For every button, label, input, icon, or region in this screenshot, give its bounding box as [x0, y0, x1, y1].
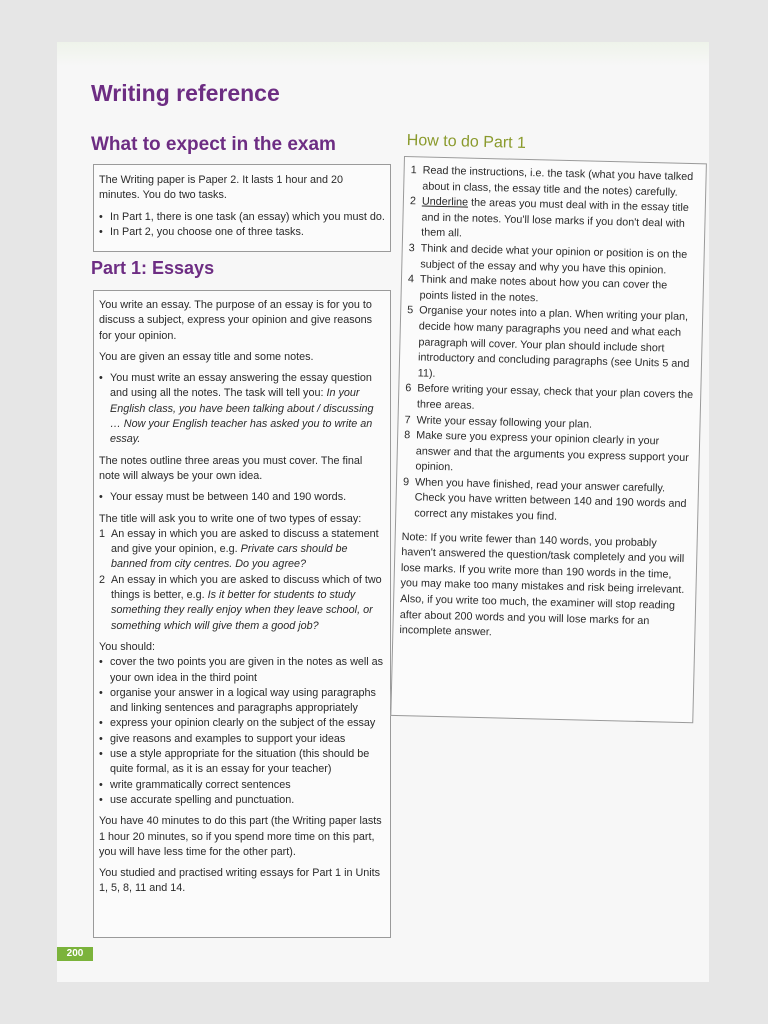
list-item: • use a style appropriate for the situation (this should be quite formal, as it is an essay for your teacher) — [99, 747, 385, 778]
essays-paragraph: You have 40 minutes to do this part (the Writing paper lasts 1 hour 20 minutes, so if you spend more time on this part, you will have less time for the other part). — [99, 815, 382, 858]
list-item — [99, 371, 385, 447]
list-item — [409, 194, 700, 248]
list-item-text: An essay in which you are asked to discuss a statement and give your opinion, e.g. — [111, 527, 379, 556]
list-item: • organise your answer in a logical way using paragraphs and linking sentences and paragraphs appropriately — [99, 686, 385, 717]
essays-list — [99, 490, 385, 505]
example-text: Is it better for students to study something they really enjoy when they leave school, or something which will give them a good job? — [111, 589, 373, 632]
header-band — [57, 42, 709, 66]
list-item — [99, 573, 385, 634]
task-example-text: In your English class, you have been talking about / discussing … Now your English teacher has asked you to write an essay. — [110, 387, 374, 446]
list-item-text: Write your essay following your plan. — [416, 413, 593, 431]
expect-list — [99, 210, 385, 241]
list-item-text: You must write an essay answering the essay question and using all the notes. The task will tell you: — [110, 372, 372, 400]
essays-paragraph: You are given an essay title and some notes. — [99, 350, 314, 363]
essay-types-list — [99, 527, 385, 634]
howto-box — [390, 156, 707, 723]
list-item: • Your essay must be between 140 and 190 words. — [99, 490, 385, 505]
essays-paragraph: You write an essay. The purpose of an essay is for you to discuss a subject, express your opinion and give reasons for your opinion. — [99, 299, 373, 342]
list-item: • In Part 2, you choose one of three tasks. — [99, 225, 385, 240]
list-item-text: An essay in which you are asked to discuss which of two things is better, e.g. — [111, 573, 382, 602]
list-number: 7 — [404, 413, 411, 426]
list-item: • use accurate spelling and punctuation. — [99, 793, 385, 808]
list-number: 9 — [402, 475, 410, 489]
list-item: • express your opinion clearly on the subject of the essay — [99, 716, 385, 731]
book-page — [57, 42, 709, 982]
howto-note: Note: If you write fewer than 140 words, you probably haven't answered the question/task completely and you will lose marks. If you write more than 190 words in the time, you may make too many mistakes and risk being irrelevant. Also, if you write too much, the examiner will stop reading after about 200 words and you will lose marks for an incomplete answer. — [399, 530, 685, 639]
list-number: 2 — [99, 573, 106, 586]
list-item-text: Before writing your essay, check that your plan covers the three areas. — [416, 382, 694, 412]
essays-paragraph: The notes outline three areas you must cover. The final note will always be your own idea. — [99, 454, 363, 482]
page-number: 200 — [57, 947, 93, 961]
list-item — [99, 527, 385, 573]
example-text: Private cars should be banned from city centres. Do you agree? — [111, 543, 348, 571]
list-item-text: Organise your notes into a plan. When writing your plan, decide how many paragraphs you need and what each paragraph will cover. Your plan should include short introductory and concluding paragraphs (see Units 5 and 11). — [417, 304, 690, 380]
list-item-text: When you have finished, read your answer carefully. Check you have written between 140 and 190 words and correct any mistakes you find. — [414, 476, 687, 523]
expect-intro: The Writing paper is Paper 2. It lasts 1 hour and 20 minutes. You do two tasks. — [99, 174, 344, 202]
list-item — [402, 475, 693, 529]
expect-box — [93, 164, 391, 252]
page-title: Writing reference — [91, 80, 280, 106]
expect-heading: What to expect in the exam — [91, 134, 336, 155]
list-item-text: the areas you must deal with in the essay title and in the notes. You'll lose marks if you don't deal with them all. — [420, 196, 690, 240]
should-label: You should: — [99, 640, 156, 653]
list-item-text: Think and make notes about how you can cover the points listed in the notes. — [419, 273, 668, 305]
list-number: 4 — [407, 273, 415, 286]
list-item — [403, 428, 694, 482]
list-item: • write grammatically correct sentences — [99, 778, 385, 793]
list-item-text: Read the instructions, i.e. the task (what you have talked about in class, the essay title and the notes) carefully. — [422, 164, 694, 199]
underlined-word: Underline — [421, 195, 469, 209]
list-number: 1 — [99, 527, 106, 540]
list-number: 3 — [408, 242, 415, 255]
list-item — [405, 303, 697, 388]
list-number: 1 — [410, 164, 417, 177]
list-item-text: Think and decide what your opinion or position is on the subject of the essay and why you have this opinion. — [420, 242, 688, 277]
list-item: • cover the two points you are given in the notes as well as your own idea in the third point — [99, 655, 385, 686]
list-item: • give reasons and examples to support your ideas — [99, 732, 385, 747]
list-number: 5 — [407, 304, 414, 317]
howto-steps — [402, 163, 701, 529]
should-list — [99, 655, 385, 808]
list-number: 6 — [405, 382, 412, 395]
list-number: 2 — [409, 195, 417, 208]
list-item: • In Part 1, there is one task (an essay) which you must do. — [99, 210, 385, 225]
essays-list — [99, 371, 385, 447]
essays-paragraph: You studied and practised writing essays for Part 1 in Units 1, 5, 8, 11 and 14. — [99, 867, 381, 895]
essays-box — [93, 290, 391, 938]
list-number: 8 — [404, 429, 411, 442]
list-item-text: Make sure you express your opinion clearly in your answer and that the arguments you express support your opinion. — [415, 429, 689, 474]
essays-heading: Part 1: Essays — [91, 258, 215, 278]
howto-heading: How to do Part 1 — [406, 132, 527, 152]
essays-paragraph: The title will ask you to write one of two types of essay: — [99, 512, 362, 525]
